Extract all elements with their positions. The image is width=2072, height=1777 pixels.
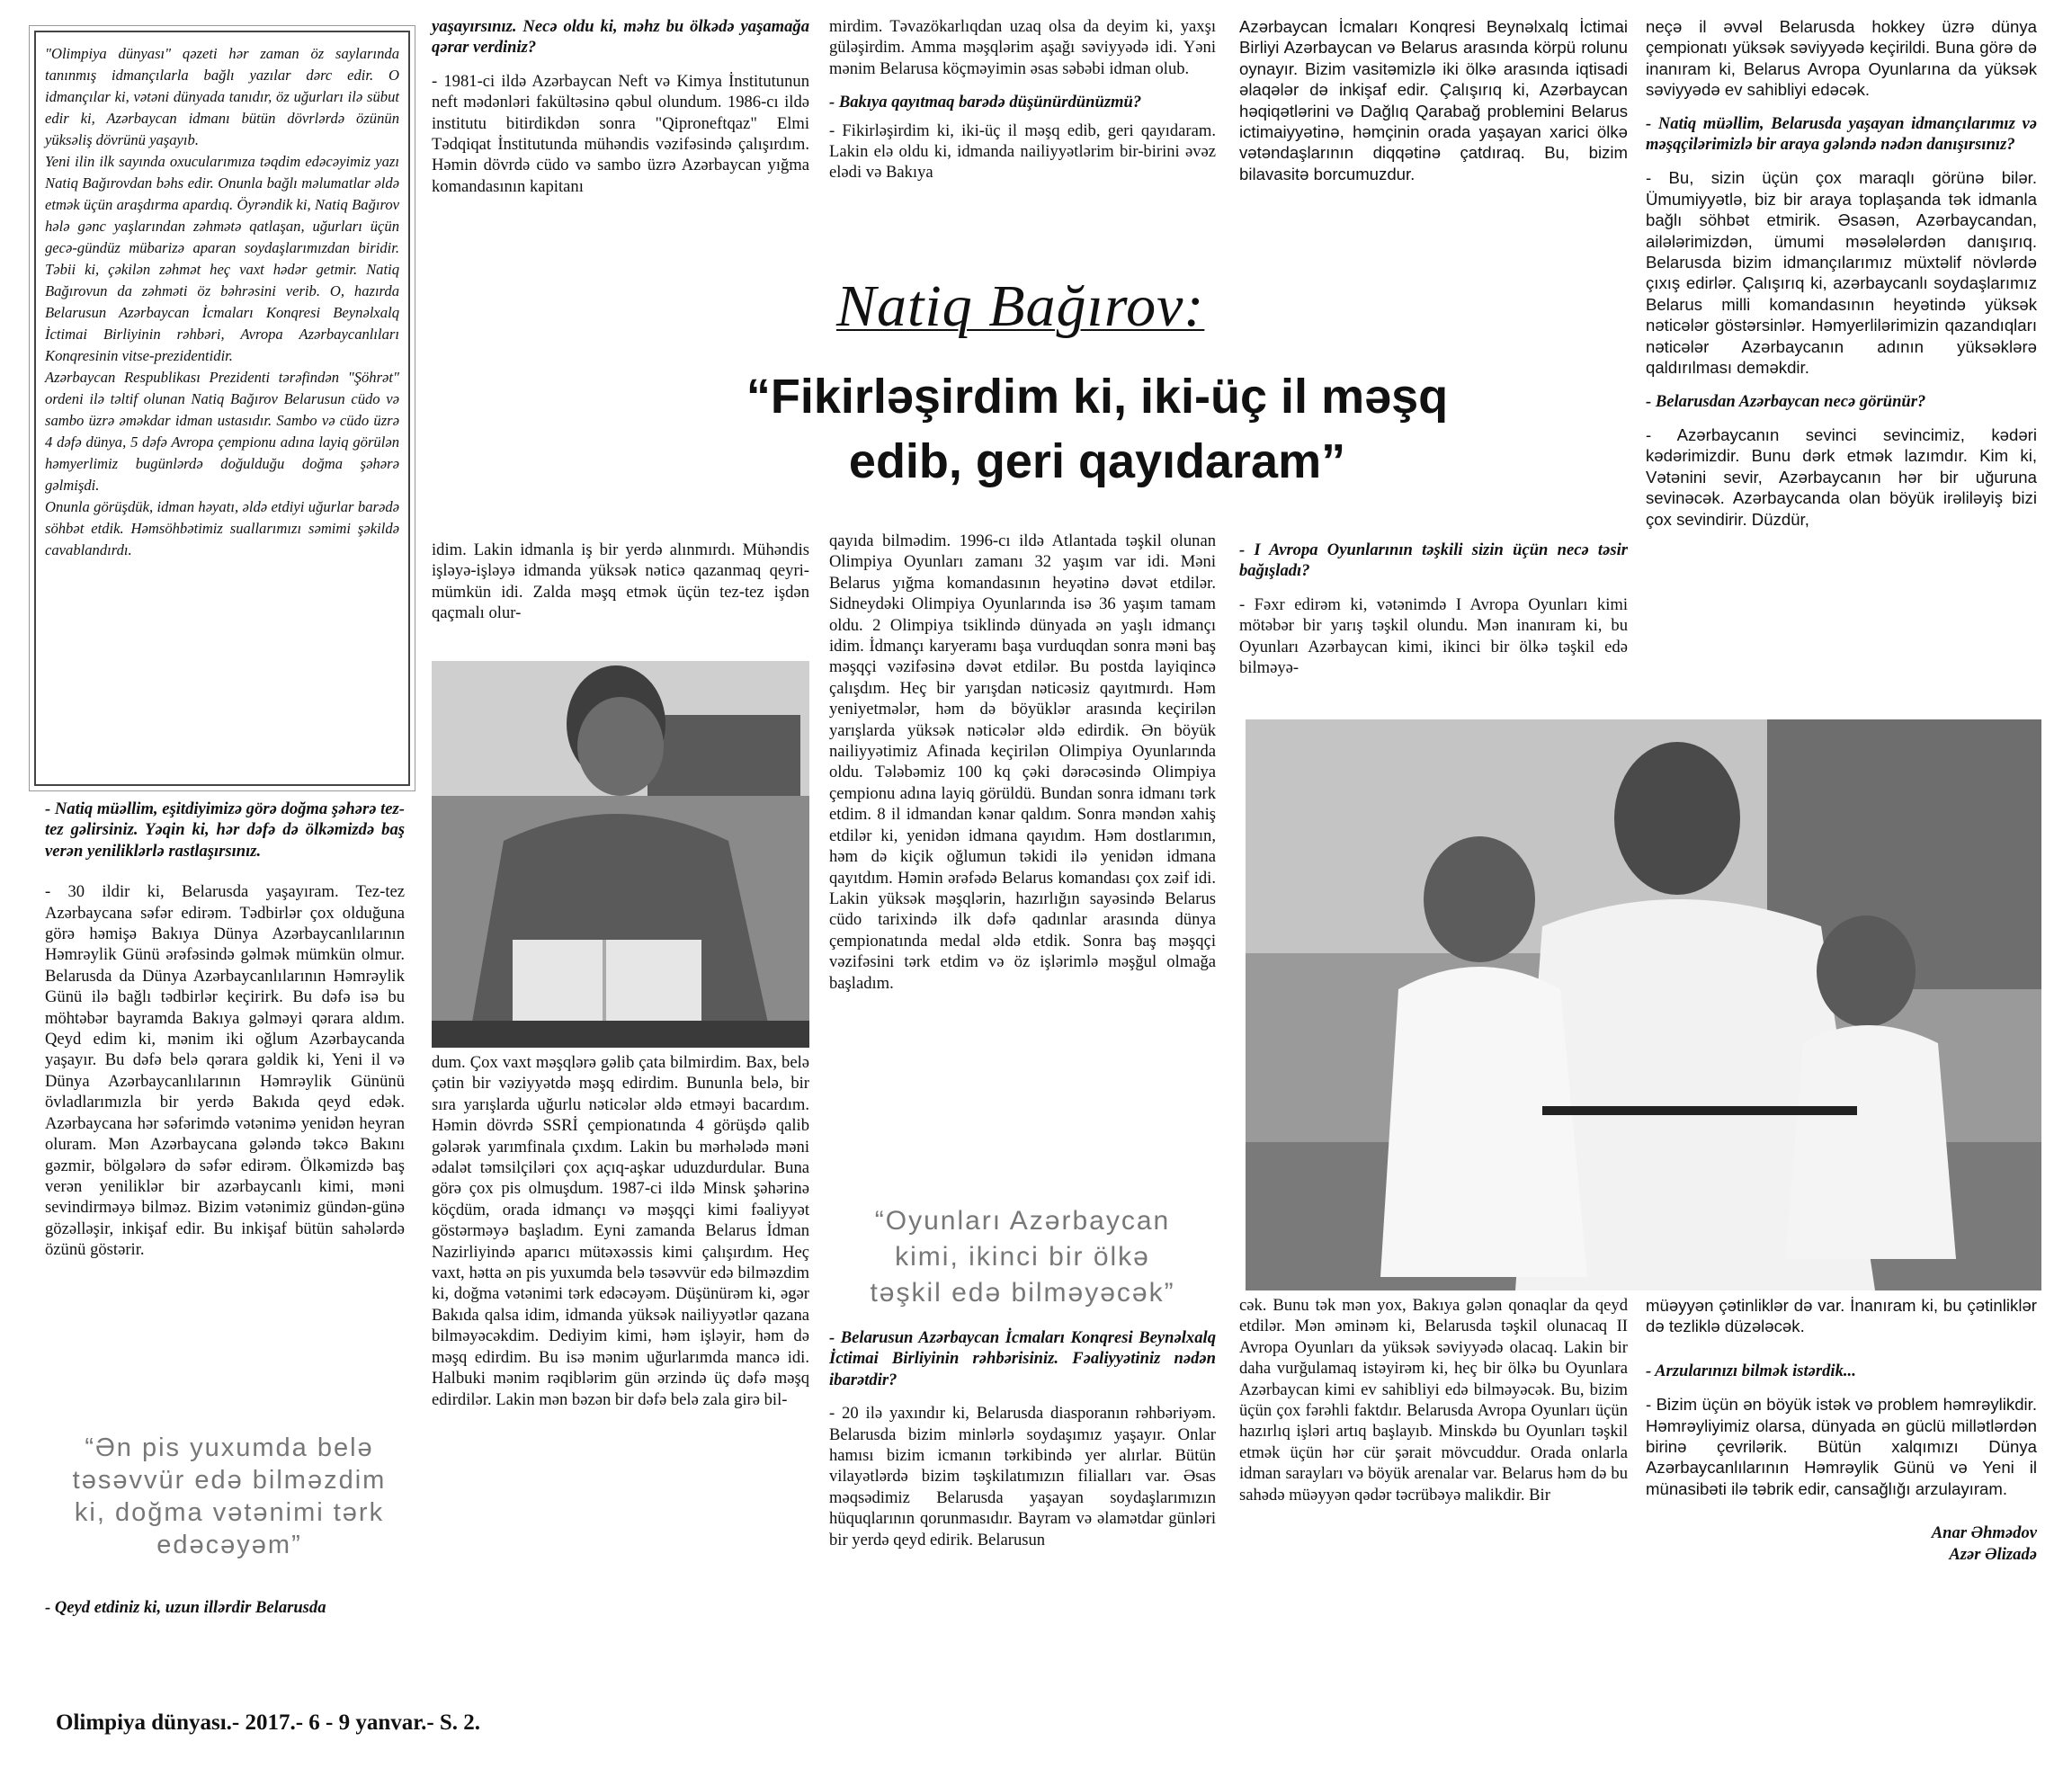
photo-natiq-bagirov-with-children (1246, 719, 2041, 1290)
answer-text: - 30 ildir ki, Belarusda yaşayıram. Tez-tez Azərbaycana səfər edirəm. Tədbirlər çox olduğuna görə həmişə Bakıya Dünya Azərbaycanlılarının Həmrəylik Günü ərəfəsində gəlmək mümkün olmur. Belarusda da Dünya Azərbaycanlılarının Həmrəylik Günü ilə bağlı tədbirlər keçirirk. Bu dəfə isə bu möhtəbər bayramda Bakıya gəlməyi qərara aldım. Qeyd edim ki, mənim iki oğlum Azərbaycanda yaşayır. Bu dəfə belə qərara gəldik ki, Yeni il və Dünya Azərbaycanlılarının Həmrəylik Gününü övladlarımızla bir yerdə Bakıda qeyd edək. Azərbaycana hər səfərimdə vətənimə yenidən heyran oluram. Mən Azərbaycana gələndə təkcə Bakını gəzmir, bölgələrə də səfər edirəm. Ölkəmizdə baş verən yeniliklər bir azərbaycanlı kimi, məni sevindirməyə bilməz. Bizim vətənimiz gündən-günə gözəlləşir, inkişaf edir. Bu inkişaf bütün sahələrdə özünü göstərir. (45, 882, 405, 1260)
question-text: - I Avropa Oyunlarının təşkili sizin üçün necə təsir bağışladı? (1239, 540, 1628, 581)
answer-text: - 1981-ci ildə Azərbaycan Neft və Kimya İnstitutunun neft mədənləri fakültəsinə qəbul olundum. 1986-cı ildə institutu bitirdikdən sonra "Qiproneftqaz" Elmi Tədqiqat İnstitutunda mühəndis vəzifəsində çalışırdım. Həmin dövrdə cüdo və sambo üzrə Azərbaycan yığma komandasının kapitanı (432, 71, 809, 196)
judo-photo-image (1246, 719, 2041, 1290)
answer-text: - Bizim üçün ən böyük istək və problem həmrəylikdir. Həmrəyliyimiz olarsa, dünyada ən güclü millətlərdən birinə çevrilərik. Bütün xalqımızı Dünya Azərbaycanlılarının Həmrəylik Günü və Yeni il münasibəti ilə təbrik edir, cansağlığı arzulayıram. (1646, 1395, 2037, 1498)
column-2-bottom: dum. Çox vaxt məşqlərə gəlib çata bilmirdim. Bax, belə çətin bir vəziyyətdə məşq edirdim. Bununla belə, bir sıra yarışlarda uğurlu nəticələr əldə etməyi bacardım. Həmin dövrdə SSRİ çempionatında 4 görüşdə qalib gələrək yarımfinala çıxdım. Lakin bu mərhələdə məni ədalət təmsilçiləri çox açıq-aşkar uduzdurdular. Buna görə çox pis olmuşdum. 1987-ci ildə Minsk şəhərinə köçdüm, orada idmançı və məşqçi kimi fəaliyyət göstərməyə başladım. Eyni zamanda Belarus İdman Nazirliyində aparıcı mütəxəssis kimi çalışırdım. Heç vaxt, hətta ən pis yuxumda belə təsəvvür edə bilməzdim ki, doğma vətənimi tərk edəcəyəm. Düşünürəm ki, əgər Bakıda qalsa idim, idmanda yüksək nailiyyətlər qazana bilməyəcəkdim. Dediyim kimi, həm işləyir, həm də məşq edirdim. Bu isə mənim uğurlarımda mancə idi. Halbuki mənim rəqiblərim gün ərzində üç dəfə məşq edirdilər. Lakin mən bəzən bir dəfə belə zala girə bil- (432, 1053, 809, 1409)
source-citation: Olimpiya dünyası.- 2017.- 6 - 9 yanvar.- S. 2. (56, 1710, 481, 1735)
question-text: - Bakıya qayıtmaq barədə düşünürdünüzmü? (829, 93, 1142, 112)
question-text: - Arzularınızı bilmək istərdik... (1646, 1361, 1856, 1380)
answer-text: - Fəxr edirəm ki, vətənimdə I Avropa Oyunları kimi mötəbər bir yarış təşkil olundu. Mən inanıram ki, bu Oyunları Azərbaycan kimi, ikinci bir ölkə təşkil edə bilməyə- (1239, 594, 1628, 678)
question-text: - Natiq müəllim, eşitdiyimizə görə doğma şəhərə tez-tez gəlirsiniz. Yəqin ki, hər dəfə də ölkəmizdə baş verən yeniliklərlə rastlaşırsınız. (45, 799, 405, 861)
question-text: - Belarusun Azərbaycan İcmaları Konqresi Beynəlxalq İctimai Birliyinin rəhbərisiniz. Fəaliyyətiniz nədən ibarətdir? (829, 1328, 1216, 1389)
answer-text: - Bu, sizin üçün çox maraqlı görünə bilər. Ümumiyyətlə, biz bir araya toplaşanda tək idmanla bağlı söhbət etmirik. Əsasən, Azərbaycandan, ailələrimizdən, ümumi məsələlərdən danışırıq. Belarusda bizim idmançılarımız müxtəlif növlərdə çıxış edirlər. Çalışırıq ki, azərbaycanlı soydaşlarımız Belarus milli komandasının heyətində yüksək nəticələr göstərsinlər. Həmyerlilərimizin qazandıqları nəticələr Azərbaycanın adının yüksəklərə qaldırılması deməkdir. (1646, 168, 2037, 378)
question-text: - Qeyd etdiniz ki, uzun illərdir Belarusda (45, 1598, 326, 1617)
answer-text: - Fikirləşirdim ki, iki-üç il məşq edib, geri qayıdaram. Lakin elə oldu ki, idmanda nailiyyətlərim bir-birini əvəz elədi və Bakıya (829, 121, 1216, 183)
column-2-mid: idim. Lakin idmanla iş bir yerdə alınmırdı. Mühəndis işləyə-işləyə idmanda yüksək nəticə qazanmaq qeyri-mümkün idi. Zalda məşq etmək üçün tez-tez işdən qaçmalı olur- (432, 540, 809, 623)
pull-quote: “Oyunları Azərbaycan kimi, ikinci bir ölkə təşkil edə bilməyəcək” (870, 1206, 1175, 1308)
intro-box (34, 31, 410, 786)
answer-text: - Azərbaycanın sevinci sevincimiz, kədəri kədərimizdir. Bunu dərk etmək lazımdır. Kim ki, Vətənini sevir, Azərbaycanın hər bir uğuruna sevinəcək. Azərbaycanda olan böyük irəliləyiş bizi çox sevindirir. Düzdür, (1646, 424, 2037, 529)
answer-text: müəyyən çətinliklər də var. İnanıram ki, bu çətinliklər də tezliklə düzələcək. (1646, 1296, 2037, 1336)
column-1-lower (45, 799, 405, 1261)
headline: “Fikirləşirdim ki, iki-üç il məşq edib, geri qayıdaram” (746, 370, 1449, 488)
column-3-body: qayıda bilmədim. 1996-cı ildə Atlantada təşkil olunan Olimpiya Oyunları zamanı 32 yaşım var idi. Məni Belarus yığma komandasının heyətinə dəvət etdilər. Sidneydəki Olimpiya Oyunlarında isə 36 yaşım tamam oldu. 2 Olimpiya tsiklində dünyada ən yaşlı idmançı idim. İdmançı karyeramı başa vurduqdan sonra məni baş məşqçi vəzifəsinə dəvət etdilər. Bu postda layiqincə çalışdım. Heç bir yarışdan nəticəsiz qayıtmırdı. Həm yeniyetmələr, həm də böyüklər arasında keçirilən yarışlarda yüksək nəticələr əldə edirdik. Ən böyük nailiyyətimiz Afinada keçirilən Olimpiya Oyunlarında oldu. Tələbəmiz 100 kq çəki dərəcəsində Olimpiya çempionu adına layiq görüldü. Bundan sonra idmanı tərk etdim. 8 il idmandan kənar qaldım. Sonra məndən xahiş etdilər ki, yenidən idmana qayıdım. Həm dostlarımın, həm də kiçik oğlumun təkidi ilə yenidən idmana qayıtdım. Həmin ərəfədə Belarus komandası çox zəif idi. Lakin yüksək məşqlərin, hazırlığın sayəsində Belarus cüdo tarixində ilk dəfə qadınlar arasında dünya çempionatında medal əldə etdik. Sonra baş məşqçi vəzifəsini tərk etdim və öz işlərimlə məşğul olmağa başladım. (829, 531, 1216, 993)
column-5-top (1646, 16, 2037, 530)
column-5-bottom (1646, 1295, 2037, 1565)
column-2-top (432, 16, 809, 197)
byline-author-1: Anar Əhmədov (1931, 1523, 2037, 1543)
question-text: - Natiq müəllim, Belarusda yaşayan idmançılarımız və məşqçilərimizlə bir araya gələndə nədən danışırsınız? (1646, 113, 2037, 155)
pull-quote: “Ən pis yuxumda belə təsəvvür edə bilməzdim ki, doğma vətənimi tərk edəcəyəm” (72, 1433, 387, 1559)
portrait-image (432, 661, 809, 1048)
photo-natiq-bagirov-desk (432, 661, 809, 1048)
column-3-top (829, 16, 1216, 183)
column-4-mid (1239, 540, 1628, 678)
answer-text: neçə il əvvəl Belarusda hokkey üzrə dünya çempionatı yüksək səviyyədə keçirildi. Buna görə də inanıram ki, Belarus Avropa Oyunlarına da yüksək səviyyədə ev sahibliyi edəcək. (1646, 17, 2037, 100)
column-4-top: Azərbaycan İcmaları Konqresi Beynəlxalq İctimai Birliyi Azərbaycan və Belarus arasında körpü rolunu oynayır. Bizim vasitəmizlə iki ölkə arasında iqtisadi əlaqələr də inkişaf edir. Çalışırıq ki, Azərbaycan həqiqətlərini və Dağlıq Qarabağ problemini Belarus ictimaiyyətinə, həmçinin orada yaşayan xarici ölkə vətəndaşlarının diqqətinə çatdıraq. Bu, bizim bilavasitə borcumuzdur. (1239, 17, 1628, 183)
column-3-bottom (829, 1327, 1216, 1550)
question-text: yaşayırsınız. Necə oldu ki, məhz bu ölkədə yaşamağa qərar verdiniz? (432, 17, 809, 58)
question-text: - Belarusdan Azərbaycan necə görünür? (1646, 391, 1926, 411)
answer-text: mirdim. Təvazökarlıqdan uzaq olsa da deyim ki, yaxşı güləşirdim. Amma məşqlərim aşağı səviyyədə idi. Yəni mənim Belarusa köçməyimin əsas səbəbi idman olub. (829, 17, 1216, 78)
byline-author-2: Azər Əlizadə (1949, 1544, 2037, 1564)
answer-text: - 20 ilə yaxındır ki, Belarusda diasporanın rəhbəriyəm. Belarusda bizim minlərlə soydaşımız yaşayır. Onlar hamısı bizim icmanın tərkibində yer alırlar. Bütün vilayətlərdə bizim təşkilatımızın filialları var. Əsas məqsədimiz Belarusda yaşayan soydaşlarımızın hüquqlarının qorunmasıdır. Bayram və əlamətdar günləri bir yerdə qeyd edirik. Belarusun (829, 1404, 1216, 1549)
column-4-bottom: cək. Bunu tək mən yox, Bakıya gələn qonaqlar da qeyd etdilər. Mən əminəm ki, Belarusda təşkil olunacaq II Avropa Oyunları da yüksək səviyyədə olacaq. Lakin bir daha vurğulamaq istəyirəm ki, heç bir ölkə bu Oyunlara Azərbaycan kimi ev sahibliyi edə bilməyəcək. Bu, bizim üçün çox fərəhli faktdır. Belarusda Avropa Oyunları üçün hazırlıq işləri artıq başlayıb. Minskdə bu Oyunları təşkil etmək üçün hər cür şərait mövcuddur. Orada onlarla idman sarayları və böyük arenalar var. Belarus həm də bu sahədə müəyyən qədər təcrübəyə malikdir. Bir (1239, 1296, 1628, 1505)
author-name: Natiq Bağırov: (836, 273, 1205, 339)
intro-text: "Olimpiya dünyası" qəzeti hər zaman öz saylarında tanınmış idmançılarla bağlı yazılar dərc edir. O idmançılar ki, vətəni dünyada tanıdır, öz uğurları ilə sübut edir ki, Azərbaycan idmanı bütün dövrlərdə özünün yüksəliş dövrünü yaşayıb. Yeni ilin ilk sayında oxucularımıza təqdim edəcəyimiz yazı Natiq Bağırovdan bəhs edir. Onunla bağlı məlumatlar əldə etmək üçün araşdırma apardıq. Öyrəndik ki, Natiq Bağırov hələ gənc yaşlarından zəhmətə qatlaşan, uğurları üçün gecə-gündüz mübarizə aparan soydaşlarımızdan biridir. Təbii ki, çəkilən zəhmət heç vaxt hədər getmir. Natiq Bağırovun da zəhməti öz bəhrəsini verib. O, hazırda Belarusun Azərbaycan İcmaları Konqresi Beynəlxalq İctimai Birliyinin rəhbəri, Avropa Azərbaycanlıları Konqresinin vitse-prezidentidir. Azərbaycan Respublikası Prezidenti tərəfindən "Şöhrət" ordeni ilə təltif olunan Natiq Bağırov Belarusun cüdo və sambo üzrə əməkdar idman ustasıdır. Sambo və cüdo üzrə 4 dəfə dünya, 5 dəfə Avropa çempionu adına layiq görülən həmyerlimiz bugünlərdə doğulduğu doğma şəhərə gəlmişdi. Onunla görüşdük, idman həyatı, əldə etdiyi uğurlar barədə söhbət etdik. Həmsöhbətimiz suallarımızı səmimi şəkildə cavablandırdı. (45, 45, 399, 558)
